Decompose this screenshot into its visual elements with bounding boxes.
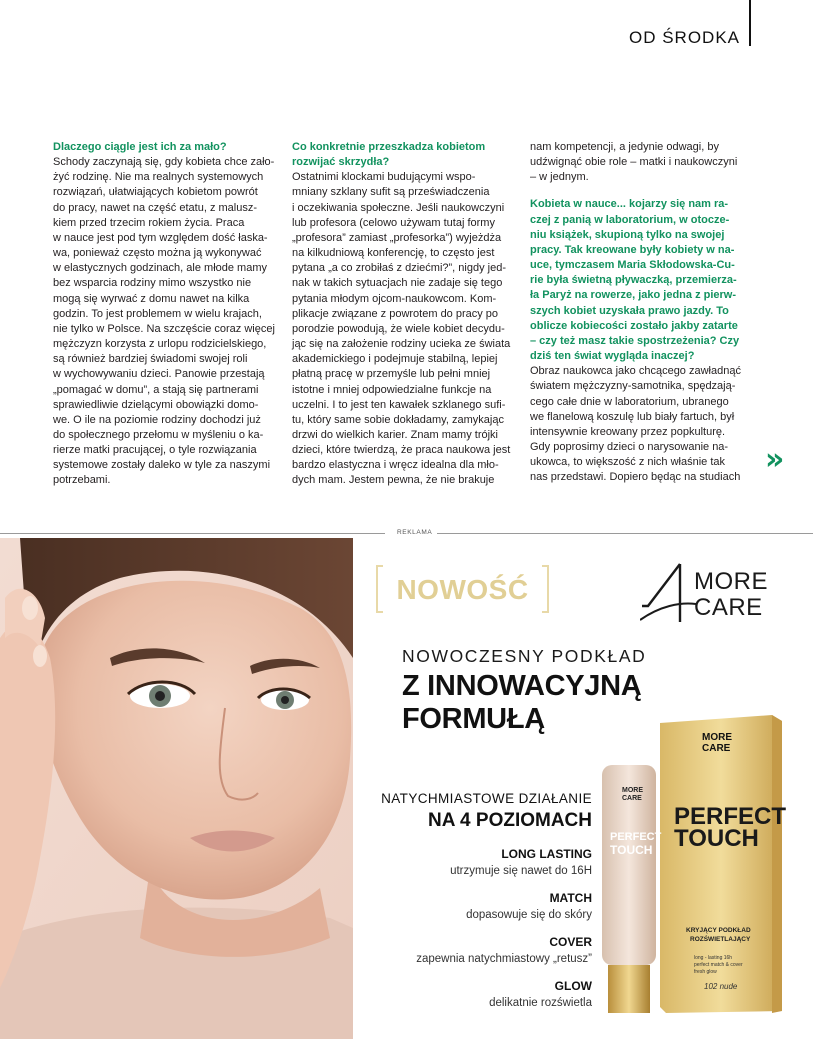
body-line: Gdy poprosimy dzieci o narysowanie na- xyxy=(530,440,729,453)
body-line: żyć rodzinę. Nie ma realnych systemowych xyxy=(53,171,264,184)
feature-desc: delikatnie rozświetla xyxy=(489,997,592,1009)
ad-divider-left xyxy=(0,533,385,534)
body-line: nie tylko w Polsce. Na szczęście coraz więcej xyxy=(53,322,275,335)
body-line: nam kompetencji, a jedynie odwagi, by xyxy=(530,141,719,153)
body-line: potrzebami. xyxy=(53,474,111,487)
ad-headline-line-2: FORMUŁĄ xyxy=(402,703,545,735)
question-line: szych kobiet uzyskała prawo jazdy. To xyxy=(530,304,729,317)
body-line: lub profesora (celowo używam tutaj formy xyxy=(292,216,495,229)
brand-word-care: CARE xyxy=(694,594,763,621)
features-heading: NA 4 POZIOMACH xyxy=(428,810,592,831)
ad-subtitle: NOWOCZESNY PODKŁAD xyxy=(402,646,647,666)
question-line: pracy. Tak kreowane były kobiety w na- xyxy=(530,243,735,256)
body-line: Obraz naukowca jako chcącego zawładnąć xyxy=(530,365,741,378)
box-small-1: long - lasting 16h xyxy=(694,955,733,961)
body-line: bez wsparcia rodziny mimo wszystko nie xyxy=(53,277,252,290)
body-line: bardzo elastyczna i wręcz idealna dla mło- xyxy=(292,459,499,472)
body-line: Ostatnimi klockami budującymi wspo- xyxy=(292,171,476,184)
box-desc-2: ROZŚWIETLAJĄCY xyxy=(690,936,751,943)
body-line: pytana „a co zrobiłaś z dziećmi?”, nigdy jed- xyxy=(292,262,506,275)
paragraph-gap xyxy=(530,185,754,197)
continue-chevron-icon[interactable]: » xyxy=(765,442,779,477)
body-line: drzwi do wielkich karier. Znam mamy trójki xyxy=(292,428,498,441)
question-line: Kobieta w nauce... kojarzy się nam ra- xyxy=(530,198,729,211)
question-line: rozwijać skrzydła? xyxy=(292,156,390,169)
body-line: we flanelową koszulę lub biały fartuch, był xyxy=(530,410,735,423)
body-line: porodzie powodują, że wiele kobiet decydu- xyxy=(292,322,505,335)
body-line: nas przedstawi. Dopiero będąc na studiach xyxy=(530,471,741,484)
body-line: na kilkudniową konferencję, to często jest xyxy=(292,247,495,260)
body-line: światem mężczyzny-samotnika, spędzają- xyxy=(530,380,736,393)
brand-logo xyxy=(640,562,790,624)
body-line: we. O ile na poziomie rodziny dochodzi już xyxy=(53,413,261,426)
feature-glow xyxy=(374,978,592,1012)
body-line: „pomagać w domu”, a stają się partnerami xyxy=(53,383,259,396)
body-line: istotne i mniej odpowiedzialne funkcje na xyxy=(292,383,492,396)
body-line: mogą się wyrwać z domu nawet na kilka xyxy=(53,292,250,305)
body-line: mężczyzn korzysta z urlopu rodzicielskiego, xyxy=(53,338,267,351)
body-line: intensywnie kreowany przez popkulturę. xyxy=(530,425,726,438)
body-line: są również bardziej świadomi swojej roli xyxy=(53,353,248,366)
feature-desc: zapewnia natychmiastowy „retusz” xyxy=(416,953,592,965)
ad-headline-line-1: Z INNOWACYJNĄ xyxy=(402,670,642,702)
body-line: płatną pracę w przemyśle lub pełni mniej xyxy=(292,368,491,381)
body-line: uczelni. I to jest ten kawałek szklanego sufi- xyxy=(292,398,506,411)
body-line: pytania młodym ojcom-naukowcom. Kom- xyxy=(292,292,497,305)
box-name-touch: TOUCH xyxy=(674,825,759,852)
feature-long-lasting xyxy=(374,846,592,880)
question-line: – czy też masz takie spostrzeżenia? Czy xyxy=(530,334,740,347)
body-line: godzin. To jest problemem w wielu krajach, xyxy=(53,307,262,320)
ad-divider-right xyxy=(437,533,813,534)
feature-title: MATCH xyxy=(549,891,592,905)
body-line: ukowca, to większość z nich właśnie tak xyxy=(530,456,726,469)
tube-name-perfect: PERFECT xyxy=(610,831,662,843)
question-line: Co konkretnie przeszkadza kobietom xyxy=(292,141,486,153)
box-brand-more: MORE xyxy=(702,732,732,743)
box-brand-care: CARE xyxy=(702,743,731,754)
body-line: mniany szklany sufit są przeświadczenia xyxy=(292,186,490,199)
feature-match xyxy=(374,890,592,924)
body-line: dzieci, które twierdzą, że praca naukowa jest xyxy=(292,444,511,457)
feature-cover xyxy=(374,934,592,968)
body-line: Schody zaczynają się, gdy kobieta chce zało- xyxy=(53,156,275,169)
question-line: niu książek, skupioną tylko na swojej xyxy=(530,228,725,241)
body-line: tu, który same sobie dokładamy, zamykając xyxy=(292,413,504,426)
article-column-2 xyxy=(292,140,514,489)
body-line: plikacje związane z powrotem do pracy po xyxy=(292,307,499,320)
new-badge xyxy=(376,565,549,613)
body-line: do pracy, nawet na część etatu, z malusz- xyxy=(53,201,257,214)
body-line: kiem przed trzecim rokiem życia. Praca xyxy=(53,216,245,229)
tube-brand-more: MORE xyxy=(622,787,643,794)
body-line: akademickiego i podejmuje stabilną, lepiej xyxy=(292,353,498,366)
section-title: OD ŚRODKA xyxy=(629,28,741,47)
box-small-3: fresh glow xyxy=(694,969,717,975)
box-shade: 102 nude xyxy=(704,982,738,991)
body-line: rozwiązań, ułatwiających kobietom powrót xyxy=(53,186,258,199)
body-line: do społecznego przełomu w myśleniu o ka- xyxy=(53,428,264,441)
feature-title: COVER xyxy=(549,935,592,949)
question-line: oblicze kobiecości zostało jakby zatarte xyxy=(530,319,738,332)
body-line: w nauce jest pod tym względem dość łaska- xyxy=(53,231,268,244)
box-name-perfect: PERFECT xyxy=(674,803,787,830)
question-line: uce, tymczasem Maria Skłodowska-Cu- xyxy=(530,259,735,272)
body-line: systemowe zostały daleko w tyle za naszymi xyxy=(53,459,271,472)
body-line: „profesora” zamiast „profesorka”) wyjeżdża xyxy=(292,231,502,244)
body-line: w elastycznych godzinach, ale młode mamy xyxy=(53,262,267,275)
article-column-1 xyxy=(53,140,275,489)
feature-title: LONG LASTING xyxy=(501,847,592,861)
question-line: dziś ten świat wygląda inaczej? xyxy=(530,350,695,363)
feature-desc: dopasowuje się do skóry xyxy=(466,909,592,921)
body-line: w wychowywaniu dzieci. Panowie przestają xyxy=(53,368,265,381)
brand-four-logo-icon xyxy=(640,562,696,624)
question-line: czej z panią w laboratorium, w otocze- xyxy=(530,213,730,226)
body-line: nak w takich sytuacjach nie zadaje się tego xyxy=(292,277,503,290)
body-line: sprawiedliwie dzielącymi obowiązki domo- xyxy=(53,398,259,411)
box-desc-1: KRYJĄCY PODKŁAD xyxy=(686,927,751,934)
ad-label: REKLAMA xyxy=(397,529,433,536)
body-line: wa, ponieważ często można ją wykonywać xyxy=(53,247,262,260)
features-intro: NATYCHMIASTOWE DZIAŁANIE xyxy=(381,791,592,806)
body-line: – w jednym. xyxy=(530,171,589,184)
body-line: udźwignąć obie role – matki i naukowczyni xyxy=(530,156,738,169)
body-line: i oczekiwania społeczne. Jeśli naukowczyni xyxy=(292,201,505,214)
brand-word-more: MORE xyxy=(694,568,768,595)
body-line: rierze matki pracującej, o tyle rozwiązania xyxy=(53,444,257,457)
question-line: rie była świetną pływaczką, przemierza- xyxy=(530,274,737,287)
product-image xyxy=(596,715,786,1015)
tube-name-touch: TOUCH xyxy=(610,843,653,857)
tube-brand-care: CARE xyxy=(622,795,642,802)
new-badge-text: NOWOŚĆ xyxy=(396,574,529,605)
body-line: cego całe dnie w laboratorium, ubranego xyxy=(530,395,729,408)
model-photo xyxy=(0,538,353,1039)
article-column-3 xyxy=(530,140,754,485)
section-divider xyxy=(749,0,751,46)
feature-desc: utrzymuje się nawet do 16H xyxy=(450,865,592,877)
box-small-2: perfect match & cover xyxy=(694,962,743,968)
question-line: ła Paryż na rowerze, jako jedna z pierw- xyxy=(530,289,737,302)
body-line: jąc się na założenie rodziny ucieka ze świata xyxy=(292,338,511,351)
body-line: dych mam. Jestem pewna, że nie brakuje xyxy=(292,474,495,487)
feature-title: GLOW xyxy=(554,979,592,993)
question-line: Dlaczego ciągle jest ich za mało? xyxy=(53,141,227,153)
